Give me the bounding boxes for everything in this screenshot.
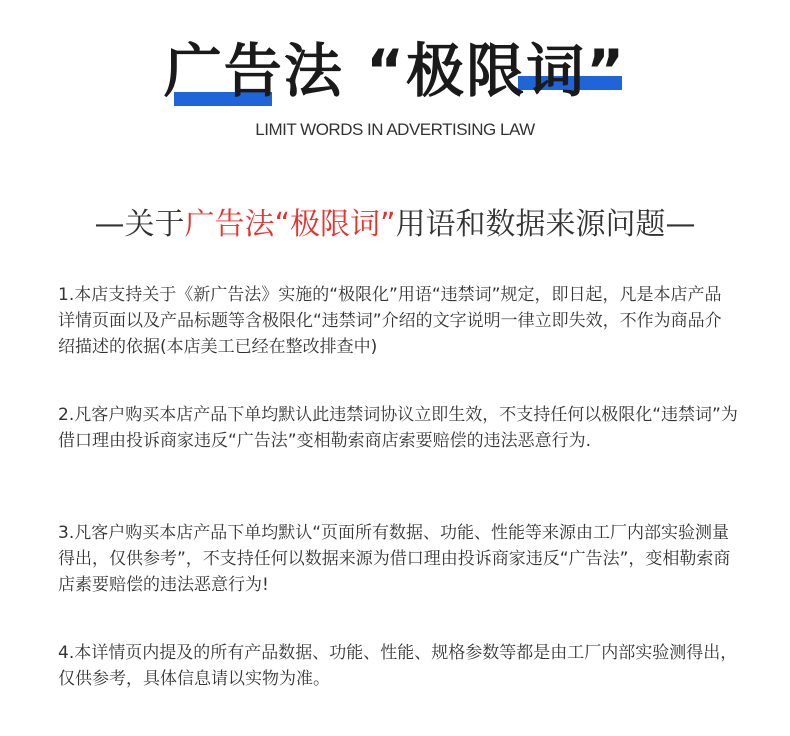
paragraph-2: 2.凡客户购买本店产品下单均默认此违禁词协议立即生效，不支持任何以极限化“违禁词”为借口理由投诉商家违反“广告法”变相勒索商店索要赔偿的违法恶意行为.	[58, 405, 738, 451]
section-heading	[0, 205, 790, 245]
section-heading-suffix: 用语和数据来源问题—	[395, 207, 696, 242]
page-title: 广告法 “极限词”	[163, 37, 627, 105]
paragraph-1: 1.本店支持关于《新广告法》实施的“极限化”用语“违禁词”规定，即日起，凡是本店产品详情页面以及产品标题等含极限化“违禁词”介绍的文字说明一律立即失效，不作为商品介绍描述的依据(本店美工已经在整改排查中)	[58, 285, 722, 357]
paragraph-4: 4.本详情页内提及的所有产品数据、功能、性能、规格参数等都是由工厂内部实验测得出，仅供参考，具体信息请以实物为准。	[58, 643, 738, 689]
section-heading-prefix: —关于	[94, 207, 185, 242]
section-heading-highlight: 广告法“极限词”	[184, 207, 396, 242]
page-subtitle: LIMIT WORDS IN ADVERTISING LAW	[255, 120, 535, 139]
paragraph-3: 3.凡客户购买本店产品下单均默认“页面所有数据、功能、性能等来源由工厂内部实验测量得出，仅供参考”，不支持任何以数据来源为借口理由投诉商家违反“广告法”，变相勒索商店素要赔偿的违法恶意行为!	[58, 523, 731, 595]
title-block	[0, 30, 790, 120]
